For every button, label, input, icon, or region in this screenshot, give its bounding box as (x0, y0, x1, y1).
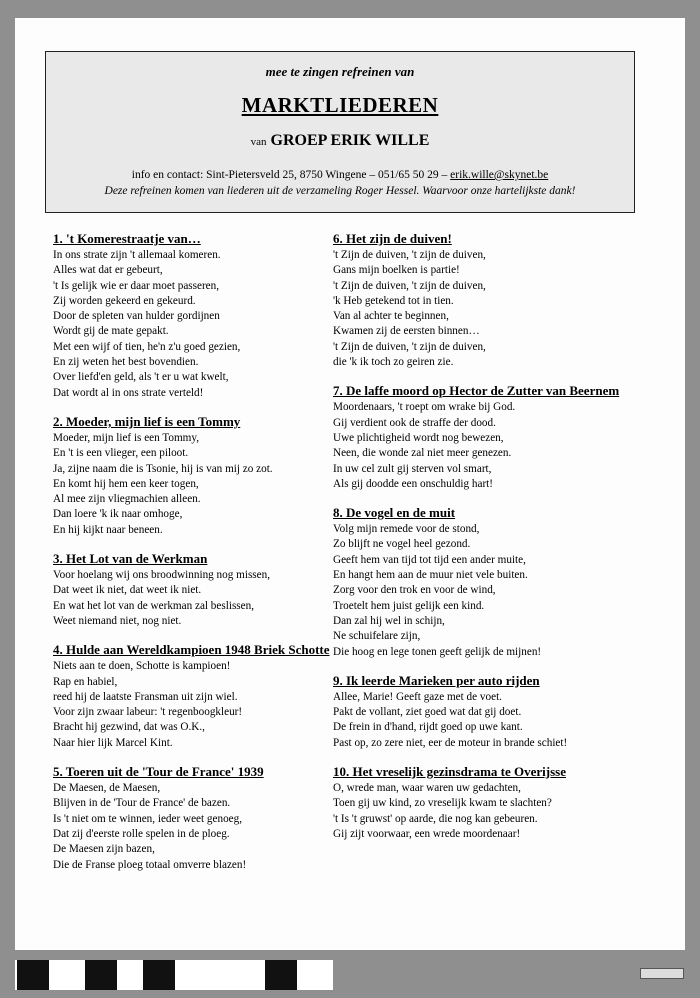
song-line: Uwe plichtigheid wordt nog bewezen, (333, 431, 504, 444)
song-title: 8. De vogel en de muit (333, 505, 456, 521)
song-lines (333, 400, 623, 492)
song-lines (53, 568, 343, 629)
song-line: In uw cel zult gij sterven vol smart, (333, 462, 492, 475)
song-line: Van al achter te beginnen, (333, 310, 449, 323)
song-line: O, wrede man, waar waren uw gedachten, (333, 782, 521, 795)
song-line: 't Is 't gruwst' op aarde, die nog kan gebeuren. (333, 812, 538, 825)
song-block (53, 641, 343, 751)
song-block (53, 763, 343, 873)
archive-label (640, 968, 684, 979)
song-lines (53, 431, 343, 538)
song-block (333, 230, 623, 370)
song-block (53, 230, 343, 401)
song-line: Ja, zijne naam die is Tsonie, hij is van mij zo zot. (53, 462, 273, 475)
song-block (53, 413, 343, 538)
song-line: Dat wordt al in ons strate verteld! (53, 386, 204, 399)
song-block (333, 763, 623, 842)
song-line: 't Zijn de duiven, 't zijn de duiven, (333, 340, 486, 353)
song-line: En hangt hem aan de muur niet vele buiten. (333, 569, 528, 582)
song-line: Zorg voor den trok en voor de wind, (333, 584, 496, 597)
song-line: Troetelt hem juist gelijk een kind. (333, 599, 485, 612)
song-line: Die de Franse ploeg totaal omverre blazen! (53, 858, 247, 871)
song-line: Kwamen zij de eersten binnen… (333, 325, 480, 338)
song-lines (53, 781, 343, 873)
group-line (46, 132, 634, 150)
contact-text: info en contact: Sint-Pietersveld 25, 8750 Wingene – 051/65 50 29 – (131, 169, 448, 181)
song-line: Is 't niet om te winnen, ieder weet genoeg, (53, 812, 243, 825)
song-line: Door de spleten van hulder gordijnen (53, 310, 220, 323)
song-line: Niets aan te doen, Schotte is kampioen! (53, 660, 231, 673)
song-line: Wordt gij de mate gepakt. (53, 325, 169, 338)
header-box (45, 51, 635, 213)
song-line: Zij worden gekeerd en gekeurd. (53, 294, 196, 307)
song-line: Alles wat dat er gebeurt, (53, 264, 163, 277)
song-line: Dan loere 'k ik naar omhoge, (53, 508, 183, 521)
song-line: die 'k ik toch zo geiren zie. (333, 356, 454, 369)
song-title: 10. Het vreselijk gezinsdrama te Overijsse (333, 764, 566, 780)
song-line: En hij kijkt naar beneen. (53, 523, 163, 536)
song-line: 'k Heb getekend tot in tien. (333, 294, 454, 307)
song-line: Zo blijft ne vogel heel gezond. (333, 538, 471, 551)
song-line: De Maesen, de Maesen, (53, 782, 161, 795)
song-line: Die hoog en lege tonen geeft gelijk de mijnen! (333, 645, 542, 658)
song-line: Bracht hij gezwind, dat was O.K., (53, 721, 205, 734)
strip-block (85, 960, 117, 990)
song-title: 7. De laffe moord op Hector de Zutter van Beernem (333, 383, 620, 399)
group-name: GROEP ERIK WILLE (270, 132, 430, 149)
song-lines (53, 248, 343, 401)
song-title: 5. Toeren uit de 'Tour de France' 1939 (53, 764, 264, 780)
song-title: 1. 't Komerestraatje van… (53, 231, 201, 246)
group-prefix: van (250, 136, 267, 148)
scan-color-strip (15, 960, 333, 990)
song-line: 't Zijn de duiven, 't zijn de duiven, (333, 249, 486, 261)
song-line: Rap en habiel, (53, 675, 118, 688)
song-line: Pakt de vollant, ziet goed wat dat gij doet. (333, 706, 522, 719)
email-link[interactable]: erik.wille@skynet.be (450, 169, 549, 181)
song-line: En wat het lot van de werkman zal beslissen, (53, 599, 255, 612)
song-line: De Maesen zijn bazen, (53, 843, 155, 856)
song-line: Past op, zo zere niet, eer de moteur in brande schiet! (333, 736, 568, 749)
song-line: Moeder, mijn lief is een Tommy, (53, 431, 200, 444)
song-block (333, 504, 623, 660)
song-line: Blijven in de 'Tour de France' de bazen. (53, 797, 231, 810)
song-block (333, 382, 623, 492)
song-title: 9. Ik leerde Marieken per auto rijden (333, 672, 540, 688)
song-line: reed hij de laatste Fransman uit zijn wiel. (53, 690, 238, 703)
document-page (15, 18, 685, 950)
song-line: Voor hoelang wij ons broodwinning nog missen, (53, 569, 271, 582)
song-line: Allee, Marie! Geeft gaze met de voet. (333, 690, 502, 703)
song-line: Gij verdient ook de straffe der dood. (333, 416, 496, 429)
song-line: Neen, die wonde zal niet meer genezen. (333, 447, 512, 460)
song-line: Als gij doodde een onschuldig hart! (333, 477, 494, 490)
strip-block (17, 960, 49, 990)
song-line: 't Zijn de duiven, 't zijn de duiven, (333, 279, 486, 292)
header-subtitle: mee te zingen refreinen van (265, 64, 415, 79)
song-line: Voor zijn zwaar labeur: 't regenboogkleur! (53, 706, 243, 719)
song-line: De frein in d'hand, rijdt goed op uwe kant. (333, 721, 523, 734)
song-line: Met een wijf of tien, he'n z'u goed gezien, (53, 340, 241, 353)
song-lines (333, 690, 623, 751)
right-column (333, 230, 623, 854)
song-lines (53, 659, 343, 751)
song-line: Dan zal hij wel in schijn, (333, 614, 445, 627)
song-line: Gij zijt voorwaar, een wrede moordenaar! (333, 827, 521, 840)
song-line: Naar hier lijk Marcel Kint. (53, 736, 173, 749)
page-title: MARKTLIEDEREN (241, 93, 439, 117)
strip-block (265, 960, 297, 990)
song-lines (333, 522, 623, 660)
song-line: In ons strate zijn 't allemaal komeren. (53, 249, 221, 261)
song-title: 6. Het zijn de duiven! (333, 231, 452, 246)
thanks-note: Deze refreinen komen van liederen uit de verzameling Roger Hessel. Waarvoor onze hartelijkste dank! (104, 185, 576, 197)
song-line: En 't is een vlieger, een piloot. (53, 447, 189, 460)
strip-block (143, 960, 175, 990)
left-column (53, 230, 343, 885)
song-line: Weet niemand niet, nog niet. (53, 614, 182, 627)
song-block (333, 672, 623, 751)
song-line: Ne schuifelare zijn, (333, 630, 421, 643)
song-line: Over liefd'en geld, als 't er u wat kwelt, (53, 371, 229, 384)
song-block (53, 550, 343, 629)
song-line: Al mee zijn vliegmachien alleen. (53, 493, 201, 506)
song-line: Geeft hem van tijd tot tijd een ander muite, (333, 553, 526, 566)
song-line: En zij weten het best bovendien. (53, 356, 199, 369)
song-line: Dat zij d'eerste rolle spelen in de ploeg. (53, 827, 230, 840)
song-title: 4. Hulde aan Wereldkampioen 1948 Briek Schotte (53, 642, 330, 658)
song-lines (333, 781, 623, 842)
song-line: Moordenaars, 't roept om wrake bij God. (333, 401, 516, 414)
song-line: 't Is gelijk wie er daar moet passeren, (53, 279, 220, 292)
song-title: 3. Het Lot van de Werkman (53, 551, 208, 567)
song-lines (333, 248, 623, 370)
song-line: Toen gij uw kind, zo vreselijk kwam te slachten? (333, 797, 552, 810)
song-title: 2. Moeder, mijn lief is een Tommy (53, 413, 241, 429)
song-line: Volg mijn remede voor de stond, (333, 523, 480, 536)
contact-line (46, 169, 634, 181)
song-line: Dat weet ik niet, dat weet ik niet. (53, 584, 202, 597)
song-line: En komt hij hem een keer togen, (53, 477, 199, 490)
song-line: Gans mijn boelken is partie! (333, 264, 460, 277)
